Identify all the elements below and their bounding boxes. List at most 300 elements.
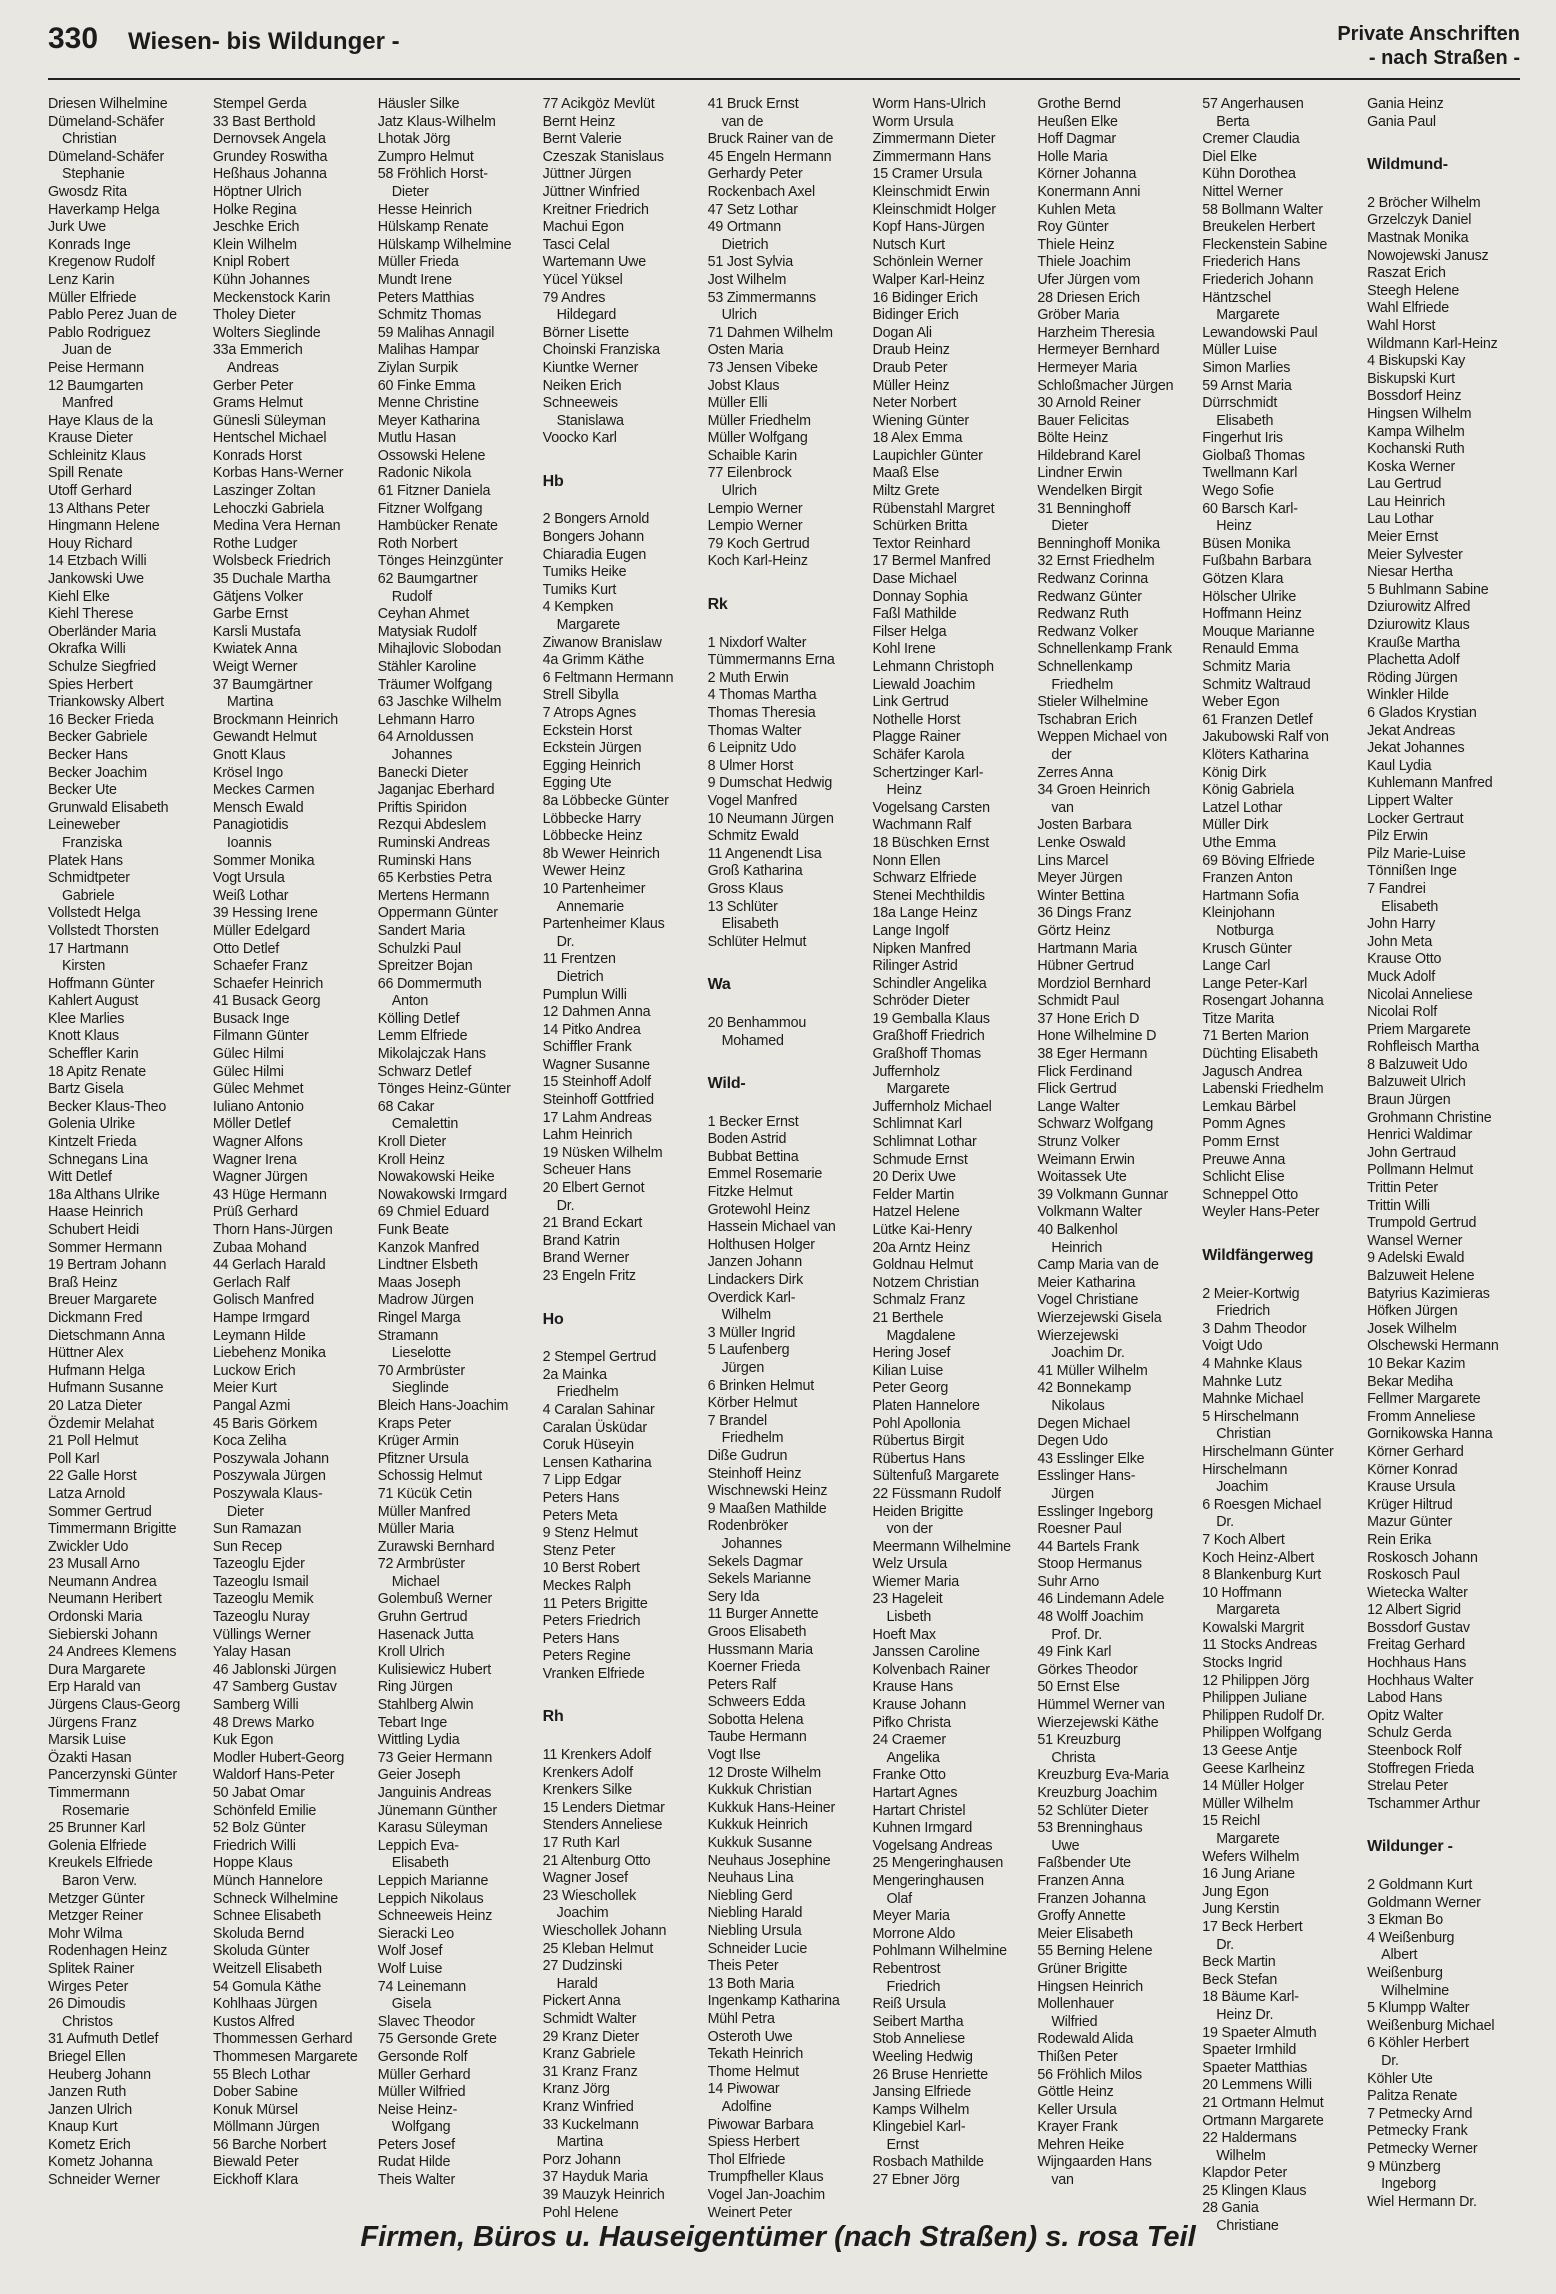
directory-entry: Mundt Irene bbox=[377, 271, 452, 288]
directory-entry: Gerlach Ralf bbox=[212, 1274, 290, 1291]
directory-entry: Stieler Wilhelmine bbox=[1037, 694, 1149, 711]
directory-entry: Müller Elli bbox=[707, 395, 768, 412]
directory-entry: Pilz Erwin bbox=[1367, 828, 1428, 845]
directory-entry: 47 Setz Lothar bbox=[707, 201, 798, 218]
directory-entry: Mouque Marianne bbox=[1202, 623, 1315, 640]
directory-entry: Pumplun Willi bbox=[542, 986, 627, 1003]
directory-entry: Scheffler Karin bbox=[48, 1046, 139, 1063]
directory-entry: 18a Lange Heinz bbox=[872, 905, 978, 922]
directory-entry: Faßl Mathilde bbox=[872, 606, 957, 623]
directory-entry: Maaß Else bbox=[872, 465, 939, 482]
entry-continuation: Gisela bbox=[391, 1996, 432, 2013]
directory-entry: Priem Margarete bbox=[1367, 1021, 1471, 1038]
directory-entry: 21 Poll Helmut bbox=[48, 1433, 139, 1450]
directory-entry: Jobst Klaus bbox=[707, 377, 780, 394]
directory-entry: Notzem Christian bbox=[872, 1274, 979, 1291]
directory-entry: Kleinschmidt Erwin bbox=[872, 183, 990, 200]
directory-entry: Steenbock Rolf bbox=[1367, 1743, 1462, 1760]
directory-entry: Gross Klaus bbox=[707, 880, 784, 897]
directory-entry: 71 Kücük Cetin bbox=[377, 1485, 472, 1502]
directory-entry: Jansing Elfriede bbox=[872, 2084, 971, 2101]
directory-entry: Schaible Karin bbox=[707, 447, 797, 464]
directory-entry: 21 Brand Eckart bbox=[542, 1215, 643, 1232]
directory-entry: Gewandt Helmut bbox=[212, 729, 317, 746]
directory-entry: Konermann Anni bbox=[1037, 183, 1141, 200]
directory-entry: Jagusch Andrea bbox=[1202, 1063, 1302, 1080]
directory-entry: Ruminski Andreas bbox=[377, 834, 490, 851]
directory-entry: Müller Wilhelm bbox=[1202, 1795, 1294, 1812]
directory-entry: Peters Matthias bbox=[377, 289, 475, 306]
entry-continuation: Joachim bbox=[1216, 1479, 1269, 1496]
directory-entry: 23 Wieschollek bbox=[542, 1887, 637, 1904]
directory-entry: Kroll Ulrich bbox=[377, 1644, 445, 1661]
directory-entry: Müller Wilfried bbox=[377, 2084, 466, 2101]
directory-entry: Lange Ingolf bbox=[872, 922, 949, 939]
directory-entry: 27 Ebner Jörg bbox=[872, 2172, 960, 2189]
directory-column bbox=[378, 96, 537, 2194]
directory-column bbox=[1367, 96, 1526, 2210]
directory-entry: 47 Samberg Gustav bbox=[212, 1679, 337, 1696]
directory-entry: Lippert Walter bbox=[1367, 792, 1453, 809]
directory-entry: Hingmann Helene bbox=[48, 518, 160, 535]
directory-entry: Möller Detlef bbox=[212, 1116, 291, 1133]
directory-entry: Ringel Marga bbox=[377, 1309, 461, 1326]
directory-entry: Tumiks Heike bbox=[542, 564, 627, 581]
directory-entry: Kreukels Elfriede bbox=[48, 1855, 153, 1872]
entry-continuation: Nikolaus bbox=[1051, 1397, 1105, 1414]
directory-entry: 39 Volkmann Gunnar bbox=[1037, 1186, 1169, 1203]
directory-entry: 44 Bartels Frank bbox=[1037, 1538, 1140, 1555]
directory-entry: Tasci Celal bbox=[542, 236, 610, 253]
directory-entry: Müller Maria bbox=[377, 1521, 455, 1538]
entry-continuation: Martina bbox=[556, 2134, 603, 2151]
directory-entry: Biewald Peter bbox=[212, 2154, 299, 2171]
directory-entry: 17 Ruth Karl bbox=[542, 1835, 620, 1852]
directory-entry: Hingsen Heinrich bbox=[1037, 1978, 1144, 1995]
directory-entry: Brand Werner bbox=[542, 1250, 630, 1267]
directory-entry: Franzen Johanna bbox=[1037, 1890, 1146, 1907]
directory-entry: Fellmer Margarete bbox=[1367, 1391, 1481, 1408]
directory-entry: 29 Kranz Dieter bbox=[542, 2028, 640, 2045]
directory-entry: Löbbecke Harry bbox=[542, 810, 641, 827]
directory-entry: Spill Renate bbox=[48, 465, 123, 482]
directory-entry: 18 Bäume Karl- bbox=[1202, 1989, 1299, 2006]
directory-entry: 5 Laufenberg bbox=[707, 1342, 790, 1359]
directory-entry: König Gabriela bbox=[1202, 782, 1295, 799]
directory-entry: 25 Mengeringhausen bbox=[872, 1855, 1004, 1872]
directory-entry: Lindner Erwin bbox=[1037, 465, 1123, 482]
directory-entry: Schmidt Paul bbox=[1037, 993, 1120, 1010]
directory-entry: 7 Atrops Agnes bbox=[542, 705, 637, 721]
directory-entry: Sery Ida bbox=[707, 1588, 760, 1605]
directory-entry: Diße Gudrun bbox=[707, 1447, 788, 1464]
directory-entry: Hassein Michael van bbox=[707, 1219, 836, 1236]
directory-entry: Stenz Peter bbox=[542, 1542, 616, 1559]
street-heading: Rk bbox=[707, 596, 728, 614]
directory-entry: Witt Detlef bbox=[48, 1169, 112, 1186]
directory-entry: Schmitz Ewald bbox=[707, 828, 799, 845]
directory-entry: Hampe Irmgard bbox=[212, 1309, 310, 1326]
directory-entry: Nicolai Rolf bbox=[1367, 1004, 1438, 1021]
entry-continuation: Christiane bbox=[1216, 2218, 1279, 2235]
directory-entry: Fleckenstein Sabine bbox=[1202, 236, 1328, 253]
entry-continuation: Jürgen bbox=[1051, 1485, 1094, 1502]
directory-entry: Gülec Hilmi bbox=[212, 1046, 284, 1063]
directory-entry: Filser Helga bbox=[872, 623, 947, 640]
directory-entry: 33a Emmerich bbox=[212, 342, 303, 359]
directory-entry: Tümmermanns Erna bbox=[707, 652, 835, 669]
directory-entry: Wolf Josef bbox=[377, 1943, 443, 1960]
directory-entry: Worm Hans-Ulrich bbox=[872, 96, 986, 112]
directory-entry: Tazeoglu Ejder bbox=[212, 1556, 305, 1573]
directory-entry: Schmitz Waltraud bbox=[1202, 676, 1311, 693]
directory-entry: Schürken Britta bbox=[872, 518, 968, 535]
directory-entry: Korbas Hans-Werner bbox=[212, 465, 344, 482]
entry-continuation: Mohamed bbox=[721, 1032, 784, 1049]
directory-entry: Kuk Egon bbox=[212, 1732, 274, 1749]
entry-continuation: der bbox=[1051, 746, 1072, 763]
directory-entry: Rosbach Mathilde bbox=[872, 2154, 984, 2171]
directory-entry: Trittin Willi bbox=[1367, 1197, 1430, 1214]
directory-entry: 13 Geese Antje bbox=[1202, 1743, 1298, 1760]
directory-entry: Schwarz Elfriede bbox=[872, 870, 977, 887]
directory-entry: Gülec Hilmi bbox=[212, 1063, 284, 1080]
spacer bbox=[1367, 178, 1526, 195]
entry-continuation: Dietrich bbox=[556, 968, 604, 985]
directory-entry: 5 Buhlmann Sabine bbox=[1367, 581, 1489, 598]
directory-entry: Mihajlovic Slobodan bbox=[377, 641, 502, 658]
directory-entry: John Harry bbox=[1367, 916, 1436, 933]
directory-entry: Thommessen Gerhard bbox=[212, 2031, 353, 2048]
directory-entry: Bidinger Erich bbox=[872, 307, 959, 324]
directory-entry: Koska Werner bbox=[1367, 458, 1456, 475]
directory-entry: Lau Lothar bbox=[1367, 511, 1434, 528]
directory-entry: Wiening Günter bbox=[872, 412, 969, 429]
directory-entry: Winter Bettina bbox=[1037, 887, 1125, 904]
directory-entry: Okrafka Willi bbox=[48, 641, 126, 658]
directory-entry: Büsen Monika bbox=[1202, 535, 1291, 552]
directory-entry: 79 Koch Gertrud bbox=[707, 535, 810, 552]
entry-continuation: Dietrich bbox=[721, 236, 769, 253]
directory-entry: 15 Reichl bbox=[1202, 1813, 1261, 1830]
directory-entry: Meier Kurt bbox=[212, 1380, 277, 1397]
directory-entry: 37 Hone Erich D bbox=[1037, 1010, 1140, 1027]
spacer bbox=[1367, 131, 1526, 148]
directory-entry: Wiemer Maria bbox=[872, 1573, 960, 1590]
directory-entry: 71 Dahmen Wilhelm bbox=[707, 324, 833, 341]
directory-entry: Jankowski Uwe bbox=[48, 571, 144, 588]
spacer bbox=[708, 1050, 867, 1067]
directory-entry: Kukkuk Heinrich bbox=[707, 1817, 808, 1834]
directory-entry: Hentschel Michael bbox=[212, 430, 327, 447]
directory-entry: Bossdorf Gustav bbox=[1367, 1619, 1470, 1636]
directory-entry: 26 Bruse Henriette bbox=[872, 2066, 989, 2083]
directory-entry: Bartz Gisela bbox=[48, 1081, 124, 1098]
entry-continuation: Margareta bbox=[1216, 1602, 1280, 1619]
directory-entry: 50 Jabat Omar bbox=[212, 1785, 305, 1801]
directory-entry: Jüttner Jürgen bbox=[542, 166, 632, 183]
directory-entry: 5 Hirschelmann bbox=[1202, 1408, 1299, 1425]
directory-entry: Egging Ute bbox=[542, 775, 612, 792]
directory-entry: Redwanz Volker bbox=[1037, 623, 1138, 640]
directory-entry: 55 Blech Lothar bbox=[212, 2066, 311, 2083]
directory-entry: Kintzelt Frieda bbox=[48, 1134, 137, 1151]
directory-entry: Tebart Inge bbox=[377, 1714, 448, 1731]
directory-entry: Zwickler Udo bbox=[48, 1538, 129, 1555]
directory-entry: 52 Schlüter Dieter bbox=[1037, 1802, 1149, 1819]
directory-entry: Pablo Perez Juan de bbox=[48, 307, 177, 324]
spacer bbox=[708, 998, 867, 1015]
directory-entry: 6 Brinken Helmut bbox=[707, 1377, 815, 1394]
directory-entry: Piwowar Barbara bbox=[707, 2116, 814, 2133]
directory-entry: Labod Hans bbox=[1367, 1690, 1443, 1707]
directory-entry: 49 Ortmann bbox=[707, 219, 782, 236]
directory-entry: Rodenhagen Heinz bbox=[48, 1943, 168, 1960]
directory-entry: 24 Andrees Klemens bbox=[48, 1644, 177, 1661]
directory-entry: Petmecky Werner bbox=[1367, 2140, 1478, 2157]
directory-entry: Iuliano Antonio bbox=[212, 1098, 304, 1115]
directory-entry: Lahm Heinrich bbox=[542, 1127, 633, 1144]
directory-entry: 48 Drews Marko bbox=[212, 1714, 315, 1731]
directory-entry: Kiuntke Werner bbox=[542, 359, 639, 376]
directory-entry: Ortmann Margarete bbox=[1202, 2112, 1324, 2129]
directory-entry: Sieracki Leo bbox=[377, 1925, 455, 1942]
directory-entry: 16 Becker Frieda bbox=[48, 711, 154, 728]
directory-entry: Bauer Felicitas bbox=[1037, 412, 1129, 429]
directory-entry: Labenski Friedhelm bbox=[1202, 1081, 1324, 1098]
directory-entry: Filmann Günter bbox=[212, 1028, 309, 1045]
directory-entry: Bubbat Bettina bbox=[707, 1148, 799, 1165]
directory-entry: Funk Beate bbox=[377, 1222, 449, 1238]
directory-entry: Schröder Dieter bbox=[872, 993, 970, 1010]
directory-entry: Wietecka Walter bbox=[1367, 1584, 1468, 1601]
directory-entry: Eckstein Horst bbox=[542, 722, 633, 739]
directory-entry: Meckenstock Karin bbox=[212, 289, 331, 306]
directory-entry: Koch Karl-Heinz bbox=[707, 553, 808, 570]
directory-entry: 7 Lipp Edgar bbox=[542, 1472, 622, 1489]
directory-entry: Schulzki Paul bbox=[377, 940, 462, 957]
directory-entry: 4a Grimm Käthe bbox=[542, 652, 644, 669]
directory-entry: Träumer Wolfgang bbox=[377, 676, 493, 693]
directory-entry: Hasenack Jutta bbox=[377, 1626, 474, 1643]
directory-entry: Wagner Jürgen bbox=[212, 1169, 308, 1186]
directory-entry: Jekat Andreas bbox=[1367, 722, 1456, 739]
entry-continuation: Gabriele bbox=[62, 887, 115, 904]
directory-entry: Vogel Christiane bbox=[1037, 1292, 1139, 1309]
directory-entry: Wolsbeck Friedrich bbox=[212, 553, 331, 570]
spacer bbox=[543, 1730, 702, 1747]
directory-entry: Wierzejewski Gisela bbox=[1037, 1309, 1162, 1326]
directory-entry: Stahlberg Alwin bbox=[377, 1697, 474, 1714]
directory-entry: Schnegans Lina bbox=[48, 1151, 148, 1168]
entry-continuation: van bbox=[1051, 799, 1074, 816]
directory-entry: 23 Hageleit bbox=[872, 1591, 943, 1608]
directory-entry: 39 Hessing Irene bbox=[212, 905, 318, 922]
directory-entry: 1 Nixdorf Walter bbox=[707, 634, 807, 651]
directory-entry: 75 Gersonde Grete bbox=[377, 2031, 497, 2048]
directory-entry: 31 Aufmuth Detlef bbox=[48, 2031, 159, 2048]
directory-entry: Vranken Elfriede bbox=[542, 1665, 645, 1682]
directory-entry: Wierzejewski bbox=[1037, 1327, 1119, 1344]
directory-entry: Juffernholz Michael bbox=[872, 1098, 992, 1115]
directory-entry: 22 Haldermans bbox=[1202, 2130, 1297, 2147]
directory-entry: 8b Wewer Heinrich bbox=[542, 845, 660, 862]
directory-entry: 19 Nüsken Wilhelm bbox=[542, 1144, 663, 1161]
directory-entry: Roth Norbert bbox=[377, 535, 458, 552]
directory-entry: Prüß Gerhard bbox=[212, 1204, 298, 1221]
directory-entry: Haye Klaus de la bbox=[48, 412, 153, 429]
directory-entry: Geese Karlheinz bbox=[1202, 1760, 1305, 1777]
spacer bbox=[543, 494, 702, 511]
directory-entry: 23 Engeln Fritz bbox=[542, 1268, 636, 1284]
directory-entry: Grothe Bernd bbox=[1037, 96, 1121, 112]
directory-entry: Holthusen Holger bbox=[707, 1236, 815, 1253]
directory-entry: Körner Gerhard bbox=[1367, 1443, 1464, 1460]
directory-entry: Tönges Heinzgünter bbox=[377, 553, 503, 570]
directory-entry: Mordziol Bernhard bbox=[1037, 975, 1151, 992]
directory-entry: 35 Duchale Martha bbox=[212, 571, 331, 588]
entry-continuation: Adolfine bbox=[721, 2098, 772, 2115]
entry-continuation: Johannes bbox=[721, 1535, 782, 1552]
directory-entry: Schlimnat Karl bbox=[872, 1116, 962, 1133]
directory-entry: 33 Bast Berthold bbox=[212, 113, 316, 130]
entry-continuation: Wilfried bbox=[1051, 2013, 1098, 2030]
directory-entry: Schertzinger Karl- bbox=[872, 764, 984, 781]
directory-entry: Koca Zeliha bbox=[212, 1433, 287, 1450]
directory-entry: Hülskamp Wilhelmine bbox=[377, 236, 512, 253]
directory-entry: Taube Hermann bbox=[707, 1729, 807, 1746]
directory-entry: Lewandowski Paul bbox=[1202, 324, 1318, 341]
directory-entry: Neumann Heribert bbox=[48, 1591, 162, 1608]
directory-entry: Skoluda Günter bbox=[212, 1943, 310, 1960]
entry-continuation: Michael bbox=[391, 1573, 440, 1590]
directory-entry: Götzen Klara bbox=[1202, 571, 1284, 588]
directory-entry: 72 Armbrüster bbox=[377, 1556, 465, 1573]
directory-entry: Lindackers Dirk bbox=[707, 1272, 804, 1289]
directory-entry: Wischnewski Heinz bbox=[707, 1483, 828, 1500]
directory-entry: Juffernholz bbox=[872, 1063, 940, 1080]
directory-entry: 2 Goldmann Kurt bbox=[1367, 1877, 1473, 1893]
directory-entry: Laupichler Günter bbox=[872, 447, 983, 464]
directory-entry: Coruk Hüseyin bbox=[542, 1437, 634, 1454]
directory-entry: Leineweber bbox=[48, 817, 120, 834]
directory-entry: Diel Elke bbox=[1202, 148, 1257, 165]
directory-entry: Meermann Wilhelmine bbox=[872, 1538, 1011, 1555]
directory-entry: Zurawski Bernhard bbox=[377, 1538, 495, 1555]
directory-entry: Hoffmann Günter bbox=[48, 975, 155, 992]
directory-entry: 9 Stenz Helmut bbox=[542, 1525, 638, 1542]
directory-entry: Krauße Martha bbox=[1367, 634, 1460, 651]
directory-entry: Lehmann Harro bbox=[377, 711, 475, 728]
directory-entry: 40 Balkenhol bbox=[1037, 1222, 1118, 1238]
directory-entry: 8a Löbbecke Günter bbox=[542, 792, 669, 809]
directory-entry: 59 Malihas Annagil bbox=[377, 324, 495, 341]
directory-entry: Zumpro Helmut bbox=[377, 148, 474, 165]
directory-entry: Ziylan Surpik bbox=[377, 359, 458, 376]
directory-entry: Osteroth Uwe bbox=[707, 2028, 793, 2045]
directory-entry: Welz Ursula bbox=[872, 1556, 948, 1573]
directory-entry: 34 Groen Heinrich bbox=[1037, 782, 1150, 799]
directory-entry: 57 Angerhausen bbox=[1202, 96, 1304, 112]
directory-entry: Platen Hannelore bbox=[872, 1397, 980, 1414]
directory-entry: Pomm Ernst bbox=[1202, 1134, 1279, 1151]
directory-entry: 74 Leinemann bbox=[377, 1978, 467, 1995]
directory-entry: Voigt Udo bbox=[1202, 1338, 1263, 1355]
entry-continuation: Heinz bbox=[1216, 518, 1252, 535]
directory-entry: Bleich Hans-Joachim bbox=[377, 1397, 509, 1414]
directory-entry: Krause Hans bbox=[872, 1679, 953, 1696]
directory-entry: Wagner Alfons bbox=[212, 1134, 303, 1151]
directory-entry: Roy Günter bbox=[1037, 219, 1109, 236]
directory-entry: Samberg Willi bbox=[212, 1697, 299, 1714]
directory-entry: Görkes Theodor bbox=[1037, 1661, 1138, 1678]
directory-entry: Kaul Lydia bbox=[1367, 757, 1432, 774]
directory-entry: Petmecky Frank bbox=[1367, 2123, 1468, 2140]
directory-entry: 52 Bolz Günter bbox=[212, 1820, 306, 1837]
directory-entry: Nipken Manfred bbox=[872, 940, 971, 957]
directory-entry: Roskosch Paul bbox=[1367, 1567, 1460, 1584]
directory-entry: Kölling Detlef bbox=[377, 1010, 460, 1027]
directory-entry: Grotewohl Heinz bbox=[707, 1201, 811, 1218]
directory-entry: 51 Jost Sylvia bbox=[707, 254, 793, 271]
directory-entry: Textor Reinhard bbox=[872, 535, 971, 552]
directory-entry: Hochhaus Walter bbox=[1367, 1672, 1474, 1689]
directory-entry: Jünemann Günther bbox=[377, 1802, 497, 1819]
directory-entry: Latzel Lothar bbox=[1202, 799, 1283, 816]
directory-entry: Uthe Emma bbox=[1202, 834, 1276, 851]
directory-entry: 55 Berning Helene bbox=[1037, 1943, 1153, 1960]
directory-entry: Kukkuk Susanne bbox=[707, 1835, 813, 1852]
directory-entry: 4 Thomas Martha bbox=[707, 687, 817, 704]
directory-entry: Triankowsky Albert bbox=[48, 694, 164, 711]
directory-entry: Stähler Karoline bbox=[377, 659, 477, 675]
directory-entry: 12 Baumgarten bbox=[48, 377, 144, 394]
entry-continuation: Stephanie bbox=[62, 166, 125, 183]
directory-entry: Gania Paul bbox=[1367, 113, 1436, 130]
directory-entry: Thomas Walter bbox=[707, 722, 802, 739]
directory-entry: Renauld Emma bbox=[1202, 641, 1299, 658]
directory-entry: 5 Klumpp Walter bbox=[1367, 2000, 1470, 2017]
directory-entry: 8 Blankenburg Kurt bbox=[1202, 1567, 1322, 1584]
directory-entry: Dziurowitz Klaus bbox=[1367, 617, 1470, 634]
directory-entry: 39 Mauzyk Heinrich bbox=[542, 2186, 665, 2203]
directory-entry: Rübertus Hans bbox=[872, 1450, 966, 1467]
directory-entry: Wiel Hermann Dr. bbox=[1367, 2193, 1477, 2210]
directory-entry: Esslinger Ingeborg bbox=[1037, 1503, 1153, 1520]
directory-entry: Spies Herbert bbox=[48, 676, 133, 693]
directory-entry: 2 Bongers Arnold bbox=[542, 511, 650, 528]
directory-entry: Stenei Mechthildis bbox=[872, 887, 985, 904]
directory-entry: Nowojewski Janusz bbox=[1367, 247, 1489, 264]
directory-entry: Wego Sofie bbox=[1202, 483, 1274, 500]
directory-entry: Schulz Gerda bbox=[1367, 1725, 1452, 1742]
directory-entry: Wartemann Uwe bbox=[542, 254, 647, 271]
directory-entry: 11 Peters Brigitte bbox=[542, 1595, 648, 1612]
directory-entry: Mühl Petra bbox=[707, 2010, 775, 2027]
entry-continuation: Lieselotte bbox=[391, 1345, 451, 1362]
directory-entry: Cremer Claudia bbox=[1202, 131, 1300, 148]
directory-entry: Schnee Elisabeth bbox=[212, 1908, 321, 1925]
directory-entry: Kopf Hans-Jürgen bbox=[872, 219, 985, 236]
directory-entry: Rodewald Alida bbox=[1037, 2031, 1134, 2048]
entry-continuation: Hildegard bbox=[556, 307, 617, 324]
entry-continuation: Ioannis bbox=[226, 834, 272, 851]
directory-entry: Peters Josef bbox=[377, 2136, 455, 2153]
spacer bbox=[708, 1097, 867, 1114]
directory-entry: 31 Kranz Franz bbox=[542, 2063, 638, 2080]
entry-continuation: Angelika bbox=[886, 1749, 940, 1766]
directory-entry: Gnott Klaus bbox=[212, 746, 286, 763]
